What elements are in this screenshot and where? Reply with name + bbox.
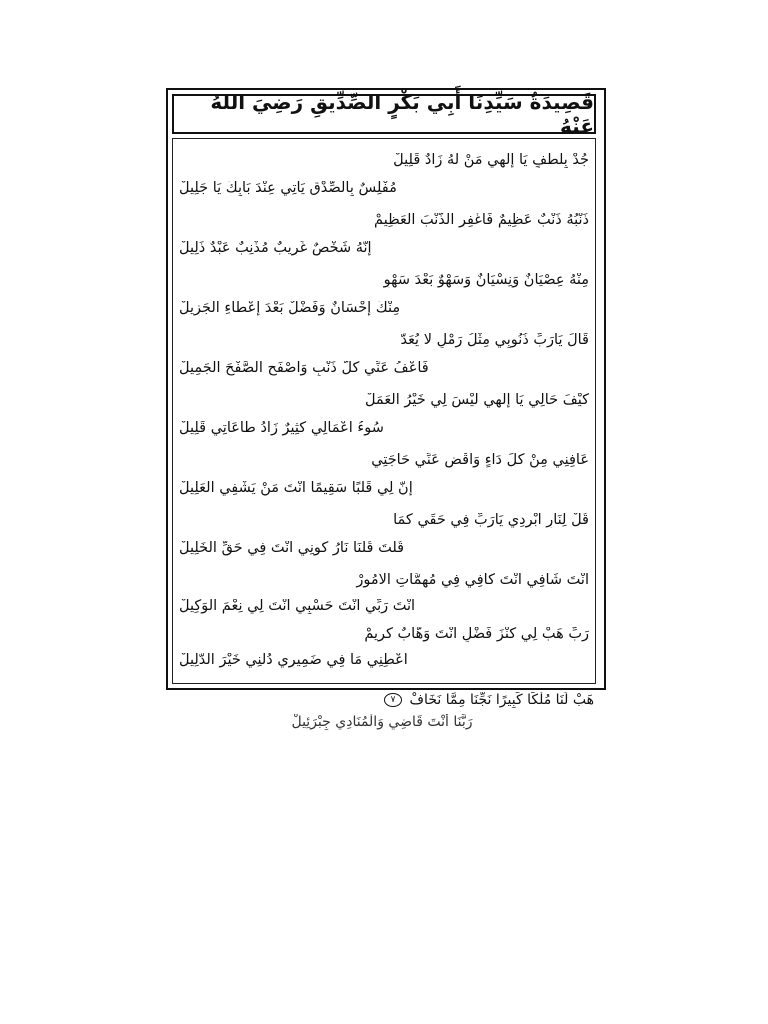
verse-9-first: رَبِّ هَبْ لِي كَنْزَ فَضْلٍ أَنْتَ وَهَّابٌ كَرِيمْ [364, 627, 589, 642]
verse-7-first: قُلْ لِنَارٍ أَبْرِدِي يَارَبِّ فِي حَقِّي كَمَا [393, 513, 589, 528]
verse-2-second: إِنَّهُ شَخْصٌ غَرِيبٌ مُذْنِبٌ عَبْدٌ ذَلِيلْ [179, 241, 372, 256]
verse-8-second: أَنْتَ رَبِّي أَنْتَ حَسْبِي أَنْتَ لِي نِعْمَ الْوَكِيلْ [179, 599, 416, 614]
verse-5-first: كَيْفَ حَالِي يَا إِلَهِي لَيْسَ لِي خَيْرُ الْعَمَلْ [364, 393, 589, 408]
verse-6-second: إِنَّ لِي قَلْبًا سَقِيمًا أَنْتَ مَنْ يَشْفِي الْعَلِيلْ [179, 481, 413, 496]
footer-line-2: رَبَّنَا أَنْتَ قَاضِي وَالْمُنَادِي جِبْرَئِيلْ [291, 714, 473, 730]
footer-line-1-text: هَبْ لَنَا مُلْكًا كَبِيرًا نَجِّنَا مِمَّا نَخَافْ [409, 692, 594, 708]
verse-5-second: سُوءُ أَعْمَالِي كَثِيرٌ زَادُ طَاعَاتِي قَلِيلْ [179, 421, 384, 436]
verse-3-first: مِنْهُ عِصْيَانٌ وَنِسْيَانٌ وَسَهْوٌ بَعْدَ سَهْوٍ [383, 273, 589, 288]
footer-line-1 [170, 692, 594, 708]
verse-8-first: أَنْتَ شَافِي أَنْتَ كَافِي فِي مُهِمَّاتِ الْأُمُورْ [356, 573, 589, 588]
verse-1-second: مُفْلِسٌ بِالصِّدْقِ يَأْتِي عِنْدَ بَابِكَ يَا جَلِيلْ [179, 181, 397, 196]
scanned-poem-page [166, 88, 606, 736]
verse-number-marker: ٧ [384, 693, 402, 707]
verse-3-second: مِنْكَ إِحْسَانٌ وَفَضْلٌ بَعْدَ إِعْطَاءِ الْجَزِيلْ [179, 301, 401, 316]
verse-4-second: فَاعْفُ عَنِّي كُلَّ ذَنْبٍ وَاصْفَحِ الصَّفْحَ الْجَمِيلْ [179, 361, 429, 376]
verse-2-first: ذَنْبُهُ ذَنْبٌ عَظِيمٌ فَاغْفِرِ الذَّنْبَ الْعَظِيمْ [374, 213, 589, 228]
verse-4-first: قَالَ يَارَبِّ ذُنُوبِي مِثْلُ رَمْلٍ لَا يُعَدّ [400, 333, 589, 348]
poem-body [172, 138, 596, 684]
verse-6-first: عَافِنِي مِنْ كُلِّ دَاءٍ وَاقْضِ عَنِّي حَاجَتِي [371, 453, 589, 468]
verse-9-second: أَعْطِنِي مَا فِي ضَمِيرِي دُلَّنِي خَيْرَ الدَّلِيلْ [179, 653, 408, 668]
poem-title: قَصِيدَةُ سَيِّدِنَا أَبِي بَكْرٍ الصِّدِّيقِ رَضِيَ اللهُ عَنْهُ [172, 94, 596, 134]
verse-7-second: قُلْتَ قُلْنَا نَارُ كُونِي أَنْتَ فِي حَقِّ الْخَلِيلْ [179, 541, 405, 556]
poem-frame [166, 88, 606, 690]
verse-1-first: جُدْ بِلُطْفٍ يَا إِلَهِي مَنْ لَهُ زَادٌ قَلِيلْ [393, 153, 589, 168]
